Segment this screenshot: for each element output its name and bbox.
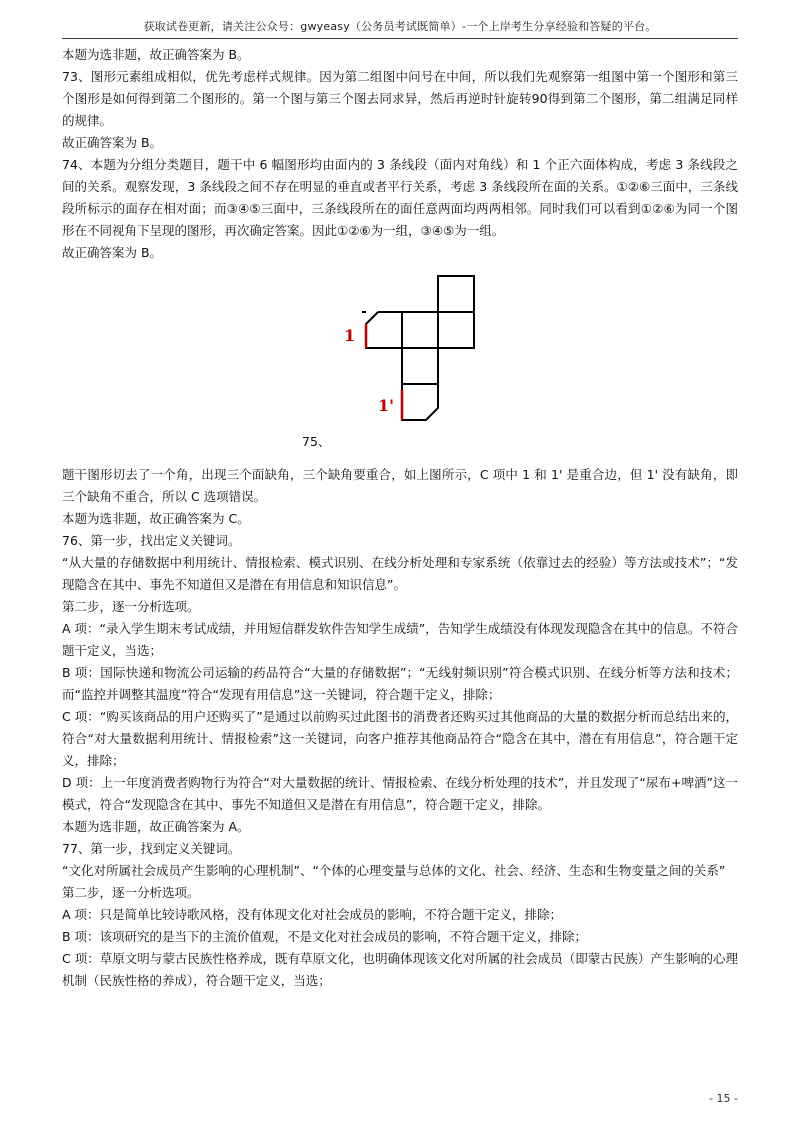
paragraph: B 项：该项研究的是当下的主流价值观，不是文化对社会成员的影响，不符合题干定义，排除； bbox=[62, 929, 588, 944]
header-divider bbox=[62, 38, 738, 39]
paragraph: B 项：国际快递和物流公司运输的药品符合“大量的存储数据”；“无线射频识别”符合模式识别、在线分析等方法和技术；而“监控并调整其温度”符合“发现有用信息”这一关键词，符合题干定义，排除； bbox=[62, 665, 738, 702]
paragraph: 本题为选非题，故正确答案为 B。 bbox=[62, 47, 250, 62]
edge-label-1: 1 bbox=[344, 326, 356, 345]
document-body bbox=[62, 44, 738, 992]
page-header: 获取试卷更新，请关注公众号：gwyeasy（公务员考试既简单）-一个上岸考生分享经验和答疑的平台。 bbox=[143, 20, 657, 33]
cube-net-figure bbox=[62, 264, 738, 464]
paragraph: 73、图形元素组成相似，优先考虑样式规律。因为第二组图中问号在中间，所以我们先观察第一组图中第一个图形和第三个图形是如何得到第二个图形的。第一个图与第三个图去同求异，然后再逆时针旋转90得到第二个图形，第二组满足同样的规律。 bbox=[62, 69, 738, 128]
paragraph: 故正确答案为 B。 bbox=[62, 135, 163, 150]
page-number: - 15 - bbox=[709, 1092, 738, 1105]
paragraph: 本题为选非题，故正确答案为 C。 bbox=[62, 511, 250, 526]
paragraph: A 项：“录入学生期末考试成绩，并用短信群发软件告知学生成绩”，告知学生成绩没有体现发现隐含在其中的信息。不符合题干定义，当选； bbox=[62, 621, 738, 658]
question-number: 75、 bbox=[302, 434, 331, 449]
paragraph: 74、本题为分组分类题目，题干中 6 幅图形均由面内的 3 条线段（面内对角线）和 1 个正六面体构成，考虑 3 条线段之间的关系。观察发现，3 条线段之间不存在明显的垂直或者平行关系，考虑 3 条线段所在面的关系。①②⑥三面中，三条线段所标示的面存在相对面；而③④⑤三面中，三条线段所在的面任意两面均两两相邻。同时我们可以看到①②⑥为同一个图形在不同视角下呈现的图形，再次确定答案。因此①②⑥为一组，③④⑤为一组。 bbox=[62, 157, 738, 238]
paragraph: “从大量的存储数据中利用统计、情报检索、模式识别、在线分析处理和专家系统（依靠过去的经验）等方法或技术”；“发现隐含在其中、事先不知道但又是潜在有用信息和知识信息”。 bbox=[62, 555, 738, 592]
paragraph: 第二步，逐一分析选项。 bbox=[62, 599, 200, 614]
paragraph: C 项：草原文明与蒙古民族性格养成，既有草原文化，也明确体现该文化对所属的社会成员（即蒙古民族）产生影响的心理机制（民族性格的养成），符合题干定义，当选； bbox=[62, 951, 738, 988]
paragraph: 77、第一步，找到定义关键词。 bbox=[62, 841, 241, 856]
paragraph: 题干图形切去了一个角，出现三个面缺角，三个缺角要重合，如上图所示，C 项中 1 和 1' 是重合边，但 1' 没有缺角，即三个缺角不重合，所以 C 选项错误。 bbox=[62, 467, 738, 504]
paragraph: 本题为选非题，故正确答案为 A。 bbox=[62, 819, 250, 834]
edge-label-1-prime: 1' bbox=[378, 396, 395, 415]
paragraph: A 项：只是简单比较诗歌风格，没有体现文化对社会成员的影响，不符合题干定义，排除； bbox=[62, 907, 563, 922]
paragraph: “文化对所属社会成员产生影响的心理机制”、“个体的心理变量与总体的文化、社会、经济、生态和生物变量之间的关系” bbox=[62, 863, 726, 878]
cube-net-diagram bbox=[332, 270, 512, 435]
paragraph: C 项：“购买该商品的用户还购买了”是通过以前购买过此图书的消费者还购买过其他商品的大量的数据分析而总结出来的，符合“对大量数据利用统计、情报检索”这一关键词，向客户推荐其他商品符合“隐含在其中，潜在有用信息”，符合题干定义，排除； bbox=[62, 709, 738, 768]
paragraph: D 项：上一年度消费者购物行为符合“对大量数据的统计、情报检索、在线分析处理的技术”，并且发现了“尿布+啤酒”这一模式，符合“发现隐含在其中、事先不知道但又是潜在有用信息”，符合题干定义，排除。 bbox=[62, 775, 738, 812]
paragraph: 76、第一步，找出定义关键词。 bbox=[62, 533, 241, 548]
paragraph: 第二步，逐一分析选项。 bbox=[62, 885, 200, 900]
paragraph: 故正确答案为 B。 bbox=[62, 245, 163, 260]
